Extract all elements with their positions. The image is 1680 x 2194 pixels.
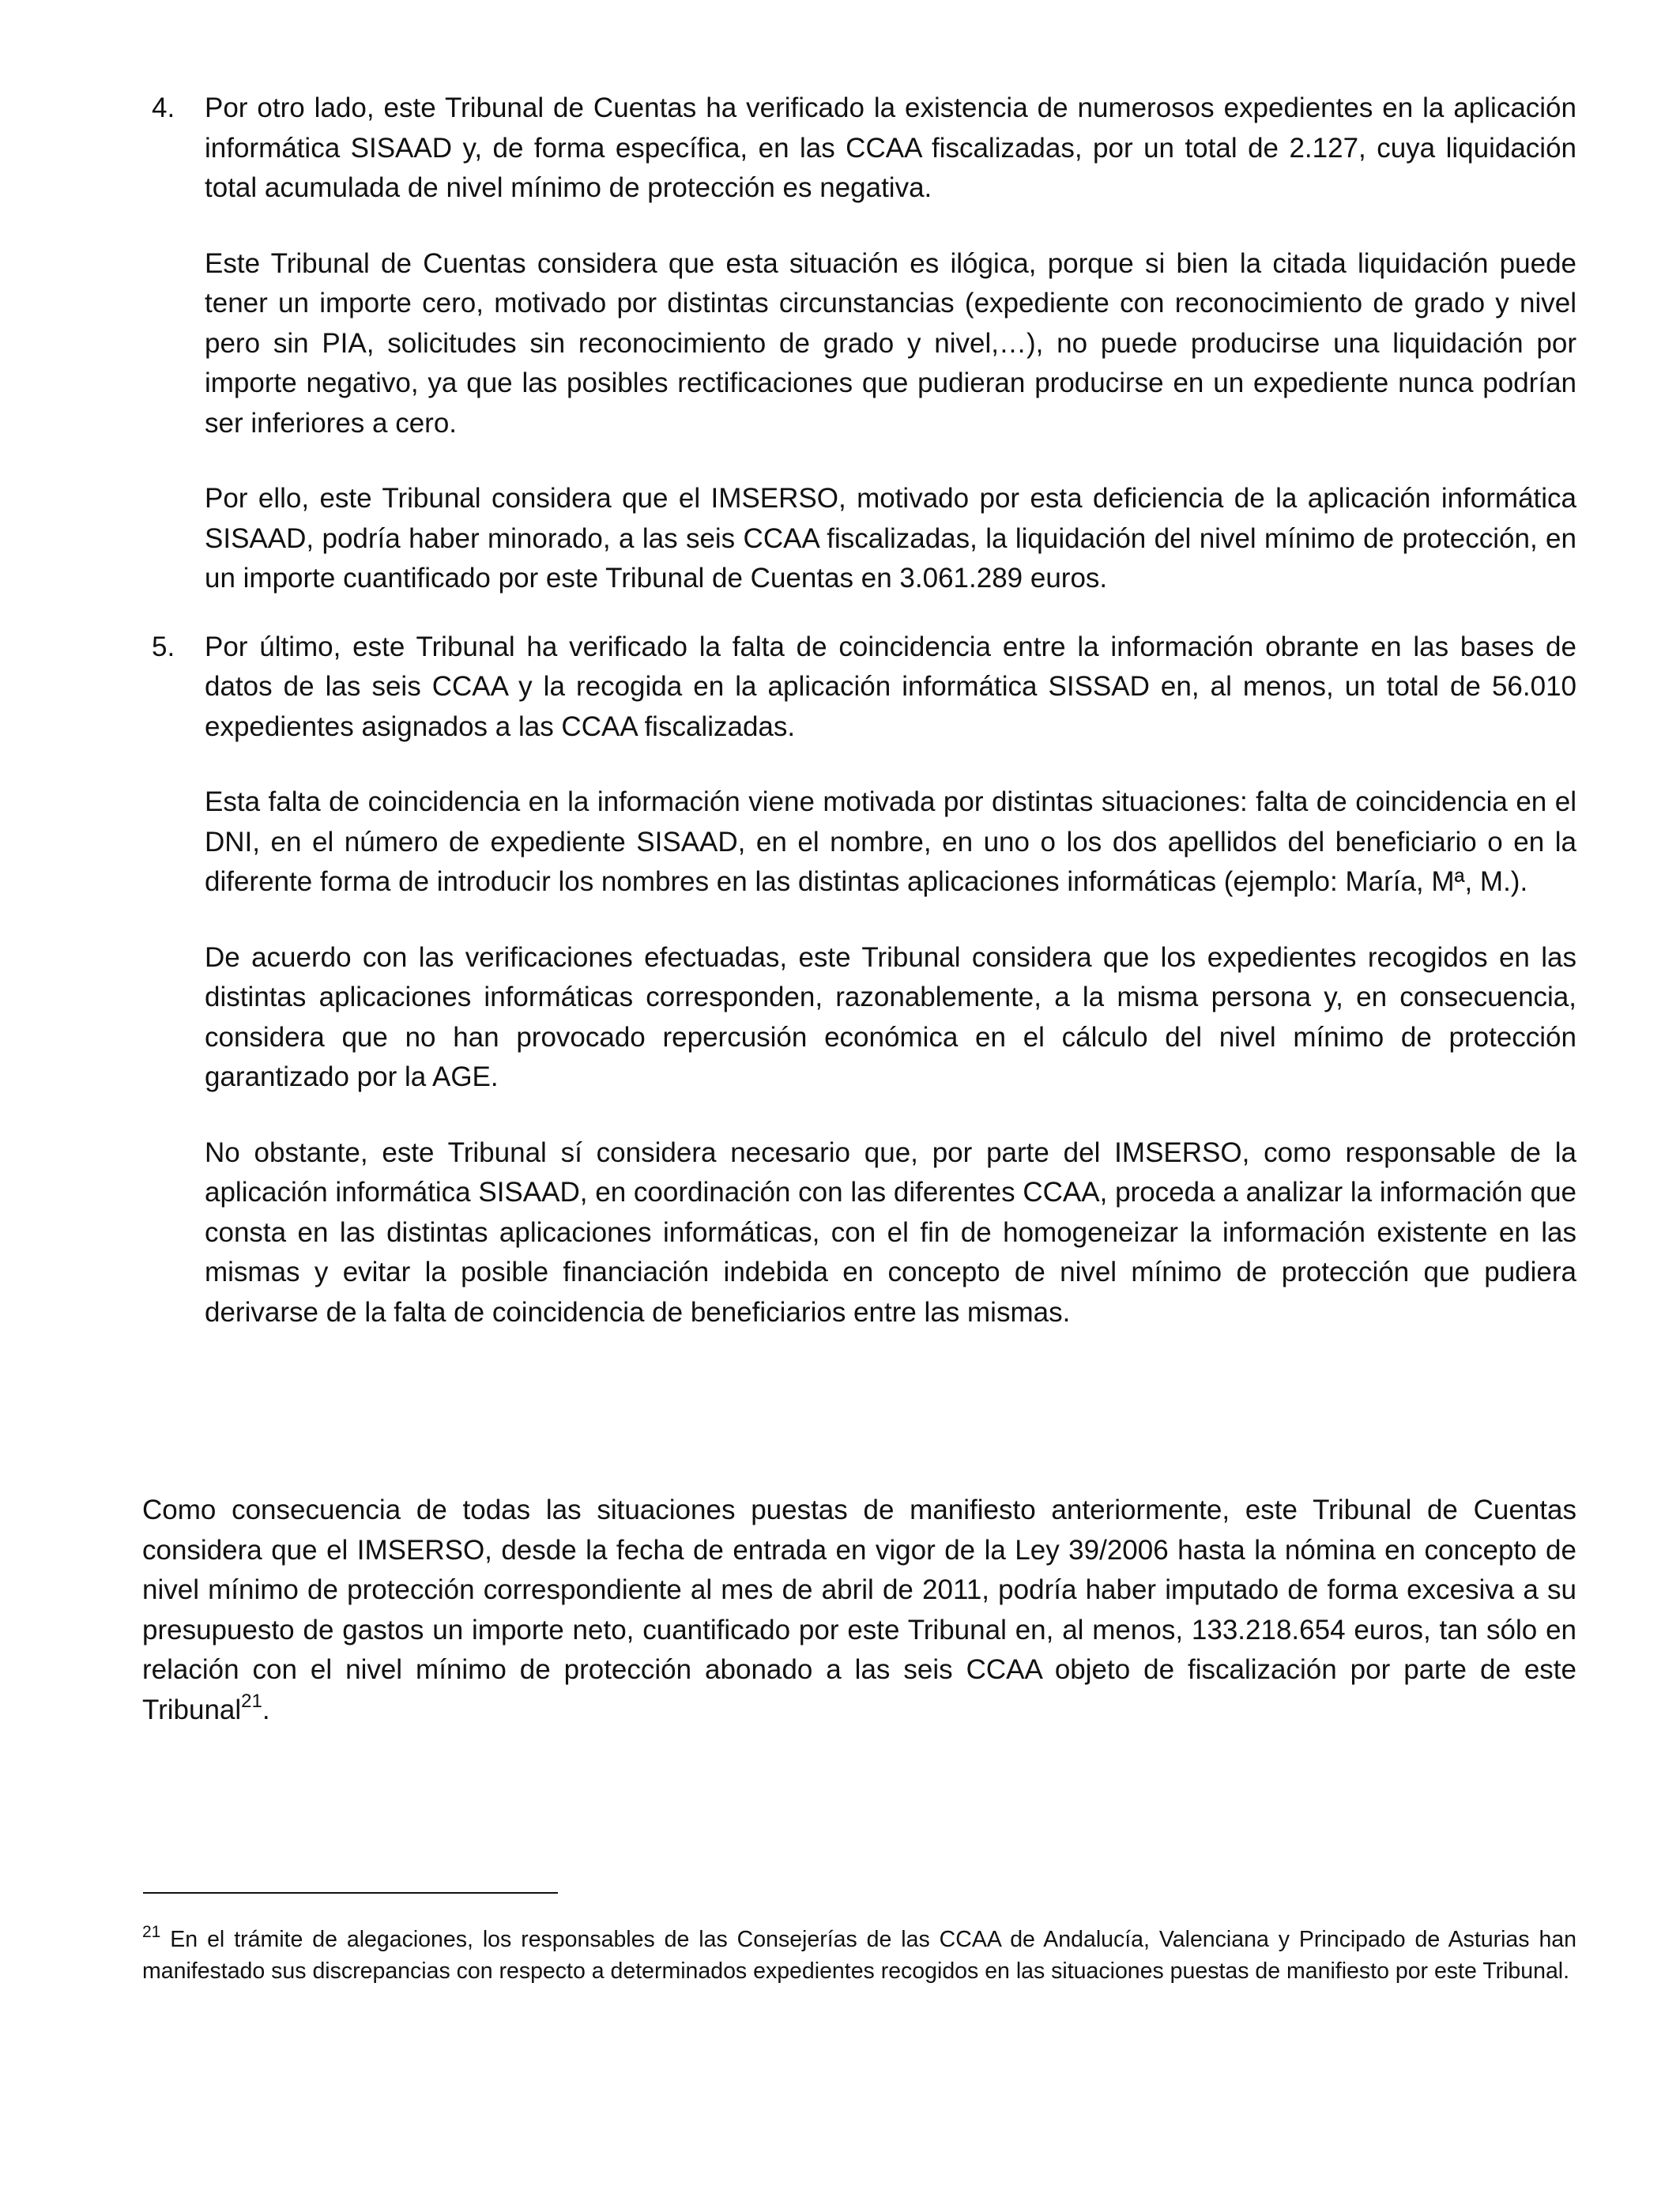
conclusion-paragraph [142, 1491, 1576, 1730]
list-item-5 [142, 628, 1576, 1333]
paragraph: Este Tribunal de Cuentas considera que esta situación es ilógica, porque si bien la citada liquidación puede tener un importe cero, motivado por distintas circunstancias (expediente con reconocimiento de grado y nivel pero sin PIA, solicitudes sin reconocimiento de grado y nivel,…), no puede producirse una liquidación por importe negativo, ya que las posibles rectificaciones que pudieran producirse en un expediente nunca podrían ser inferiores a cero. [205, 247, 1576, 439]
conclusion-end: . [262, 1694, 270, 1725]
paragraph: Por último, este Tribunal ha verificado la falta de coincidencia entre la información obrante en las bases de datos de las seis CCAA y la recogida en la aplicación informática SISSAD en, al menos, un total de 56.010 expedientes asignados a las CCAA fiscalizadas. [205, 631, 1576, 742]
conclusion-text: Como consecuencia de todas las situaciones puestas de manifiesto anteriormente, este Tribunal de Cuentas considera que el IMSERSO, desde la fecha de entrada en vigor de la Ley 39/2006 hasta la nómina en concepto de nivel mínimo de protección correspondiente al mes de abril de 2011, podría haber imputado de forma excesiva a su presupuesto de gastos un importe neto, cuantificado por este Tribunal en, al menos, 133.218.654 euros, tan sólo en relación con el nivel mínimo de protección abonado a las seis CCAA objeto de fiscalización por parte de este Tribunal [142, 1495, 1576, 1725]
list-item-number: 5. [152, 631, 175, 662]
footnote [142, 1924, 1576, 1987]
paragraph: De acuerdo con las verificaciones efectuadas, este Tribunal considera que los expedientes recogidos en las distintas aplicaciones informáticas corresponden, razonablemente, a la misma persona y, en consecuencia, considera que no han provocado repercusión económica en el cálculo del nivel mínimo de protección garantizado por la AGE. [205, 941, 1576, 1092]
paragraph: Por ello, este Tribunal considera que el IMSERSO, motivado por esta deficiencia de la aplicación informática SISAAD, podría haber minorado, a las seis CCAA fiscalizadas, la liquidación del nivel mínimo de protección, en un importe cuantificado por este Tribunal de Cuentas en 3.061.289 euros. [205, 483, 1576, 594]
list-item-4 [142, 89, 1576, 599]
footnote-text: En el trámite de alegaciones, los responsables de las Consejerías de las CCAA de Andalucía, Valenciana y Principado de Asturias han manifestado sus discrepancias con respecto a determinados expedientes recogidos en las situaciones puestas de manifiesto por este Tribunal. [142, 1927, 1576, 1984]
footnote-reference[interactable]: 21 [241, 1690, 262, 1712]
paragraph: Por otro lado, este Tribunal de Cuentas ha verificado la existencia de numerosos expedientes en la aplicación informática SISAAD y, de forma específica, en las CCAA fiscalizadas, por un total de 2.127, cuya liquidación total acumulada de nivel mínimo de protección es negativa. [205, 92, 1576, 203]
numbered-list [142, 89, 1576, 1333]
footnote-separator [143, 1892, 558, 1894]
paragraph: No obstante, este Tribunal sí considera necesario que, por parte del IMSERSO, como responsable de la aplicación informática SISAAD, en coordinación con las diferentes CCAA, proceda a analizar la información que consta en las distintas aplicaciones informáticas, con el fin de homogeneizar la información existente en las mismas y evitar la posible financiación indebida en concepto de nivel mínimo de protección que pudiera derivarse de la falta de coincidencia de beneficiarios entre las mismas. [205, 1137, 1576, 1328]
list-item-number: 4. [152, 92, 175, 123]
paragraph: Esta falta de coincidencia en la información viene motivada por distintas situaciones: falta de coincidencia en el DNI, en el número de expediente SISAAD, en el nombre, en uno o los dos apellidos del beneficiario o en la diferente forma de introducir los nombres en las distintas aplicaciones informáticas (ejemplo: María, Mª, M.). [205, 786, 1576, 897]
footnote-number: 21 [142, 1922, 161, 1941]
